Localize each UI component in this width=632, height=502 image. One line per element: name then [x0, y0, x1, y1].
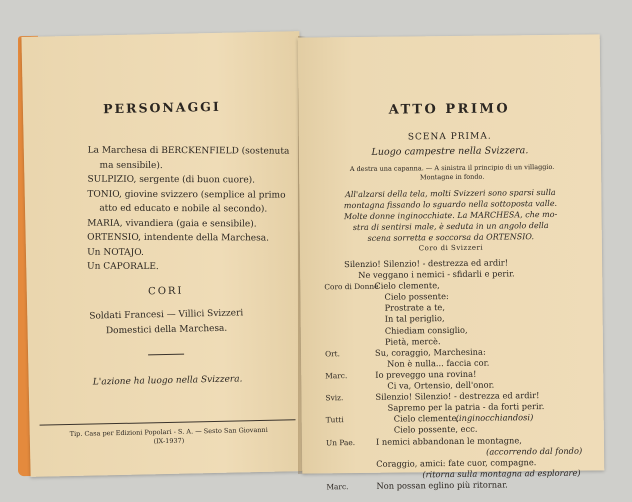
verse-text: Prostrate a te,: [384, 302, 446, 314]
direction-line: stra di sentirsi male, è seduta in un angolo della: [352, 220, 549, 233]
speaker-label: Un Pae.: [325, 437, 356, 447]
scene-heading: SCENA PRIMA.: [407, 131, 492, 143]
verse-text: Coraggio, amici: fate cuor, compagne.: [376, 456, 537, 469]
speaker-label: Tutti: [325, 415, 344, 425]
opened-booklet: [18, 20, 610, 492]
direction-line: Molte donne inginocchiate. La MARCHESA, che mo-: [343, 209, 558, 222]
verse-text: Silenzio! Silenzio! - destrezza ed ardir!: [344, 257, 509, 270]
verse-text: Cielo possente, ecc.: [393, 424, 478, 436]
verse-text: Ci va, Ortensio, dell'onor.: [387, 379, 495, 391]
character-line: Un NOTAJO.: [87, 247, 144, 258]
verse-text: I nemici abbandonan le montagne,: [375, 434, 522, 447]
direction-line: All'alzarsi della tela, molti Svizzeri sono sparsi sulla: [345, 187, 556, 200]
speaker-label: Ort.: [324, 348, 341, 359]
speaker-label: Marc.: [326, 481, 349, 492]
verse-text: Pietà, mercè.: [384, 335, 441, 347]
stage-line: A destra una capanna. — A sinistra il principio di un villaggio.: [349, 162, 555, 174]
stage-setting: [317, 163, 587, 183]
printer-imprint: [30, 425, 308, 449]
verse-text: In tal periglio,: [384, 313, 445, 325]
printer-year: (IX-1937): [153, 436, 185, 446]
character-line: La Marchesa di BERCKENFIELD (sostenuta: [87, 145, 290, 157]
direction-line: scena sorretta e soccorsa da ORTENSIO.: [367, 232, 535, 243]
character-list: [87, 144, 288, 276]
character-line: ma sensibile).: [99, 160, 163, 171]
verse-text: Cielo clemente,: [374, 280, 440, 291]
character-line: atto ed educato e nobile al secondo).: [99, 203, 268, 215]
cori-line: Domestici della Marchesa.: [105, 323, 228, 337]
character-line: SULPIZIO, sergente (di buon cuore).: [87, 174, 256, 186]
cori-heading: CORI: [148, 285, 184, 298]
setting-note: L'azione ha luogo nella Svizzera.: [92, 374, 243, 388]
verse-text: Non è nulla... faccia cor.: [387, 357, 490, 369]
character-line: ORTENSIO, intendente della Marchesa.: [87, 232, 270, 244]
verse-text: Cielo clemente,: [393, 413, 460, 424]
left-page: [21, 31, 308, 477]
speaker-label: Sviz.: [325, 393, 344, 403]
dialogue-line: [326, 478, 590, 492]
act-heading: ATTO PRIMO: [388, 101, 511, 118]
cori-line: Soldati Francesi — Villici Svizzeri: [89, 308, 244, 322]
speaker-label: Marc.: [325, 371, 348, 381]
verse-text: Silenzio! Silenzio! - destrezza ed ardir!: [375, 390, 540, 402]
footer-divider: [40, 419, 296, 425]
verse-text: Sapremo per la patria - da forti perir.: [387, 401, 545, 413]
printer-line: Tip. Casa per Edizioni Popolari - S. A. — Sesto San Giovanni: [69, 425, 268, 439]
dialogue-block: [324, 257, 590, 493]
chorus-heading: Coro di Svizzeri: [418, 243, 484, 253]
cori-list: [27, 305, 306, 341]
personaggi-heading: PERSONAGGI: [103, 98, 221, 117]
character-line: TONIO, giovine svizzero (semplice al primo: [87, 189, 286, 201]
character-line: MARIA, vivandiera (gaia e sensibile).: [87, 218, 257, 229]
right-page: [298, 34, 605, 492]
character-line: Un CAPORALE.: [87, 261, 159, 272]
short-divider: [148, 354, 184, 356]
verse-text: Su, coraggio, Marchesina:: [374, 346, 486, 358]
direction-line: montagna fissando lo sguardo nella sottoposta valle.: [343, 198, 558, 211]
verse-text: Cielo possente:: [384, 291, 449, 302]
stage-aside: (accorrendo dal fondo): [486, 445, 583, 457]
scene-location: Luogo campestre nella Svizzera.: [371, 145, 529, 158]
verse-text: Chiediam consiglio,: [384, 324, 468, 336]
stage-direction: [319, 187, 582, 245]
stage-line: Montagne in fondo.: [419, 172, 485, 181]
speaker-label: Coro di Donne: [324, 281, 379, 292]
verse-text: Non possan eglino più ritornar.: [376, 479, 508, 491]
verse-text: Ne veggano i nemici - sfidarli e perir.: [358, 268, 515, 281]
stage-aside: (ritorna sulla montagna ad esplorare): [422, 467, 581, 480]
verse-text: Io preveggo una rovina!: [375, 368, 477, 380]
stage-aside: (inginocchiandosi): [455, 412, 534, 424]
